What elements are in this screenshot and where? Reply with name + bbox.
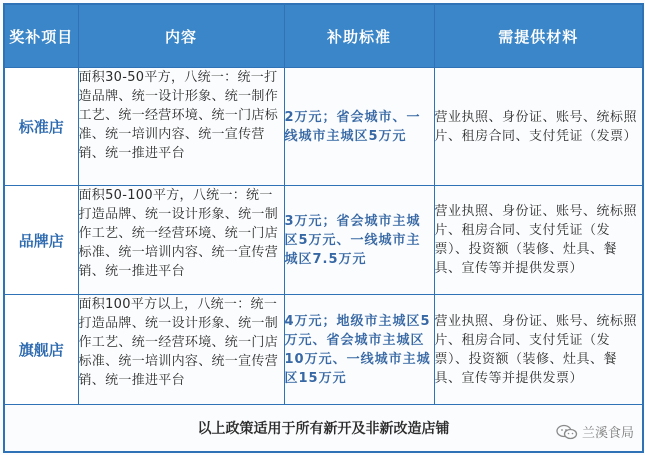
header-row	[4, 4, 643, 68]
row-subsidy: 3万元；省会城市主城区5万元、一线城市主城区7.5万元	[284, 186, 434, 295]
row-materials: 营业执照、身份证、账号、统标照片、租房合同、支付凭证（发票）、投资额（装修、灶具、餐具、宣传等并提供发票）	[434, 295, 643, 405]
row-label-standard-store: 标准店	[4, 68, 78, 186]
wechat-icon	[556, 424, 578, 440]
watermark-text: 兰溪食局	[581, 426, 634, 441]
table-row	[4, 186, 643, 295]
header-subsidy-standard: 补助标准	[284, 4, 434, 68]
row-content: 面积100平方以上，八统一：统一打造品牌、统一设计形象、统一制作工艺、统一经营环境、统一门店标准、统一培训内容、统一宣传营销、统一推进平台	[78, 295, 284, 405]
footer-cell	[4, 405, 643, 453]
row-subsidy: 4万元；地级市主城区5万元、省会城市主城区10万元、一线城市主城区15万元	[284, 295, 434, 405]
table-row	[4, 295, 643, 405]
watermark	[556, 422, 634, 441]
table-row	[4, 68, 643, 186]
header-award-item: 奖补项目	[4, 4, 78, 68]
footer-row	[4, 405, 643, 453]
header-required-materials: 需提供材料	[434, 4, 643, 68]
row-label-brand-store: 品牌店	[4, 186, 78, 295]
row-content: 面积50-100平方，八统一：统一打造品牌、统一设计形象、统一制作工艺、统一经营环境、统一门店标准、统一培训内容、统一宣传营销、统一推进平台	[78, 186, 284, 295]
row-materials: 营业执照、身份证、账号、统标照片、租房合同、支付凭证（发票）、投资额（装修、灶具、餐具、宣传等并提供发票）	[434, 186, 643, 295]
row-label-flagship-store: 旗舰店	[4, 295, 78, 405]
row-materials: 营业执照、身份证、账号、统标照片、租房合同、支付凭证（发票）	[434, 68, 643, 186]
row-subsidy: 2万元；省会城市、一线城市主城区5万元	[284, 68, 434, 186]
policy-footnote: 以上政策适用于所有新开及非新改造店铺	[197, 421, 450, 437]
subsidy-policy-table	[3, 3, 644, 453]
row-content: 面积30-50平方，八统一：统一打造品牌、统一设计形象、统一制作工艺、统一经营环境、统一门店标准、统一培训内容、统一宣传营销、统一推进平台	[78, 68, 284, 186]
header-content: 内容	[78, 4, 284, 68]
